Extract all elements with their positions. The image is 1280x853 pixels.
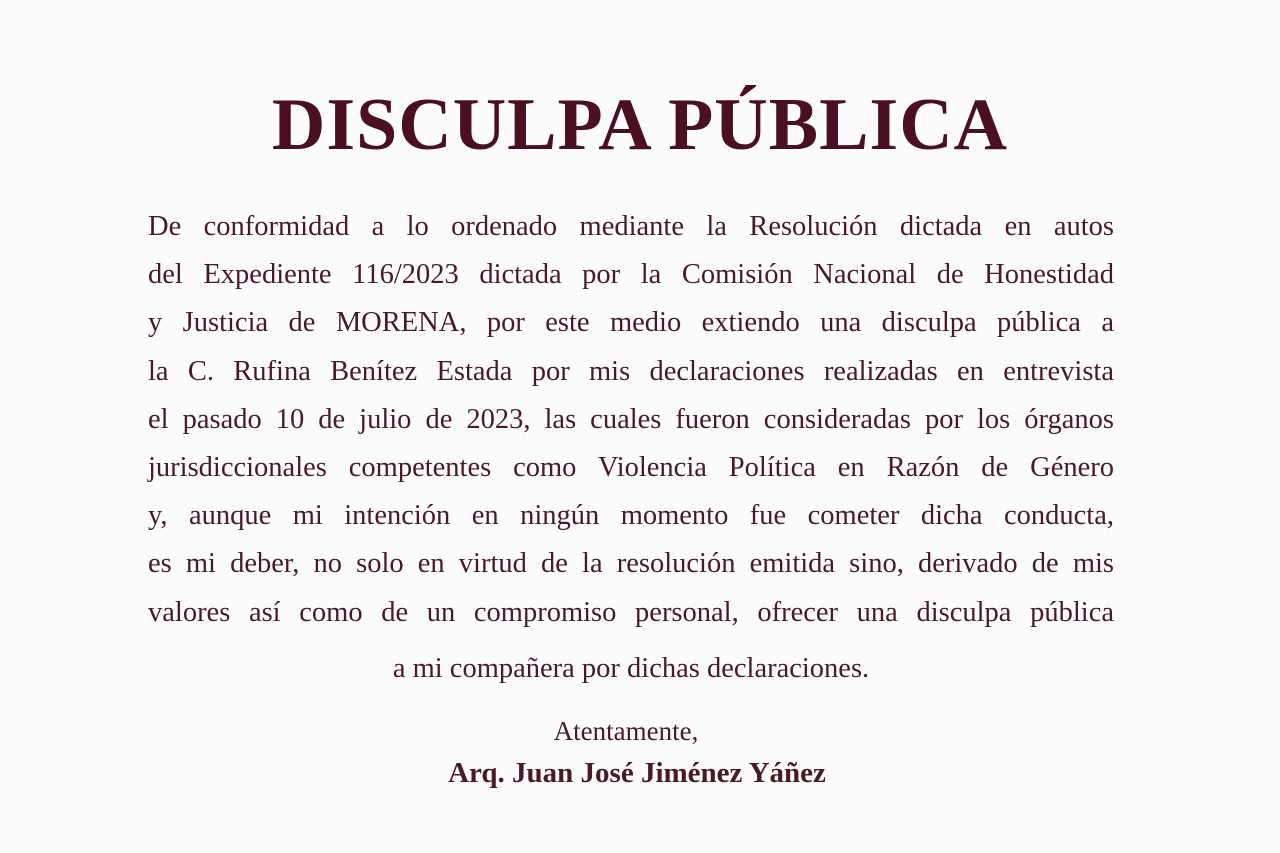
body-line-last: a mi compañera por dichas declaraciones. <box>392 652 870 684</box>
body-line: del Expediente 116/2023 dictada por la Comisión Nacional de Honestidad <box>148 259 1114 291</box>
closing-salutation: Atentamente, <box>553 716 699 746</box>
body-line: el pasado 10 de julio de 2023, las cuales fueron consideradas por los órganos <box>148 403 1114 435</box>
body-line: y Justicia de MORENA, por este medio extiendo una disculpa pública a <box>148 307 1114 339</box>
signer-name: Arq. Juan José Jiménez Yáñez <box>448 757 826 789</box>
body-line: De conformidad a lo ordenado mediante la Resolución dictada en autos <box>148 211 1114 242</box>
body-line: valores así como de un compromiso personal, ofrecer una disculpa pública <box>148 596 1114 628</box>
body-line: la C. Rufina Benítez Estada por mis declaraciones realizadas en entrevista <box>148 355 1114 387</box>
body-line: es mi deber, no solo en virtud de la resolución emitida sino, derivado de mis <box>148 548 1114 580</box>
body-line: jurisdiccionales competentes como Violencia Política en Razón de Género <box>148 452 1114 484</box>
body-line: y, aunque mi intención en ningún momento fue cometer dicha conducta, <box>148 500 1114 532</box>
document-body <box>148 203 1114 693</box>
document-title: DISCULPA PÚBLICA <box>271 84 1009 166</box>
